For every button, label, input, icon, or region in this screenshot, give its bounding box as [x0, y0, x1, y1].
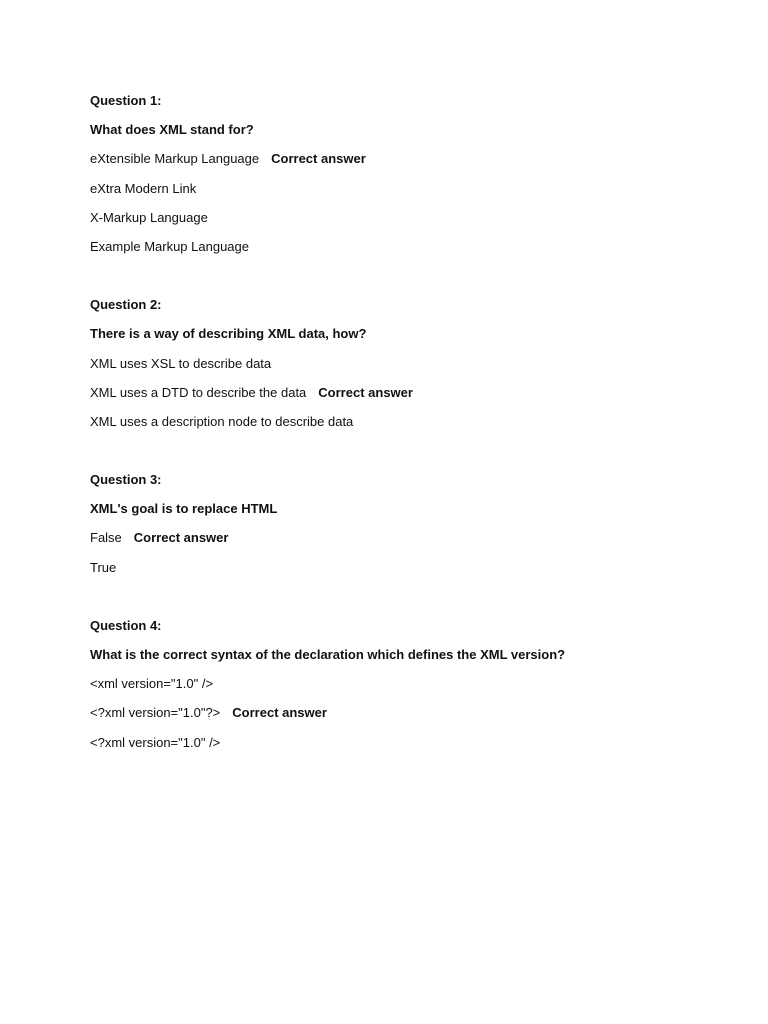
answer-option	[90, 179, 710, 208]
question-3	[90, 470, 710, 587]
correct-answer-mark: Correct answer	[271, 151, 366, 167]
answer-text: X-Markup Language	[90, 209, 208, 225]
answer-text: XML uses a description node to describe data	[90, 413, 354, 429]
answer-option	[90, 558, 710, 587]
answer-text: <?xml version="1.0" />	[90, 734, 221, 750]
question-label: Question 2:	[90, 297, 162, 313]
spacer	[90, 441, 710, 470]
answer-text: eXtra Modern Link	[90, 180, 197, 196]
answer-text: XML uses a DTD to describe the data	[90, 384, 307, 400]
question-label: Question 4:	[90, 617, 162, 633]
question-1	[90, 91, 710, 266]
question-4	[90, 616, 710, 762]
document-page	[90, 91, 710, 762]
answer-text: <xml version="1.0" />	[90, 676, 214, 692]
answer-option	[90, 149, 710, 178]
answer-option	[90, 383, 710, 412]
answer-option	[90, 733, 710, 762]
answer-text: False	[90, 530, 122, 546]
answer-text: True	[90, 559, 117, 575]
answer-text: <?xml version="1.0"?>	[90, 705, 221, 721]
answer-text: eXtensible Markup Language	[90, 151, 260, 167]
question-text: What does XML stand for?	[90, 122, 254, 138]
answer-option	[90, 208, 710, 237]
question-label: Question 1:	[90, 93, 162, 108]
answer-option	[90, 354, 710, 383]
spacer	[90, 587, 710, 616]
question-label: Question 3:	[90, 472, 162, 488]
question-text: There is a way of describing XML data, how?	[90, 326, 367, 342]
question-text: What is the correct syntax of the declaration which defines the XML version?	[90, 647, 566, 662]
answer-option	[90, 674, 710, 703]
correct-answer-mark: Correct answer	[318, 384, 413, 400]
answer-text: Example Markup Language	[90, 238, 249, 254]
correct-answer-mark: Correct answer	[232, 705, 327, 721]
question-2	[90, 295, 710, 441]
answer-option	[90, 412, 710, 441]
answer-option	[90, 528, 710, 557]
answer-option	[90, 237, 710, 266]
correct-answer-mark: Correct answer	[133, 530, 229, 546]
answer-text: XML uses XSL to describe data	[90, 355, 272, 371]
spacer	[90, 266, 710, 295]
answer-option	[90, 703, 710, 732]
question-text: XML's goal is to replace HTML	[90, 501, 278, 517]
